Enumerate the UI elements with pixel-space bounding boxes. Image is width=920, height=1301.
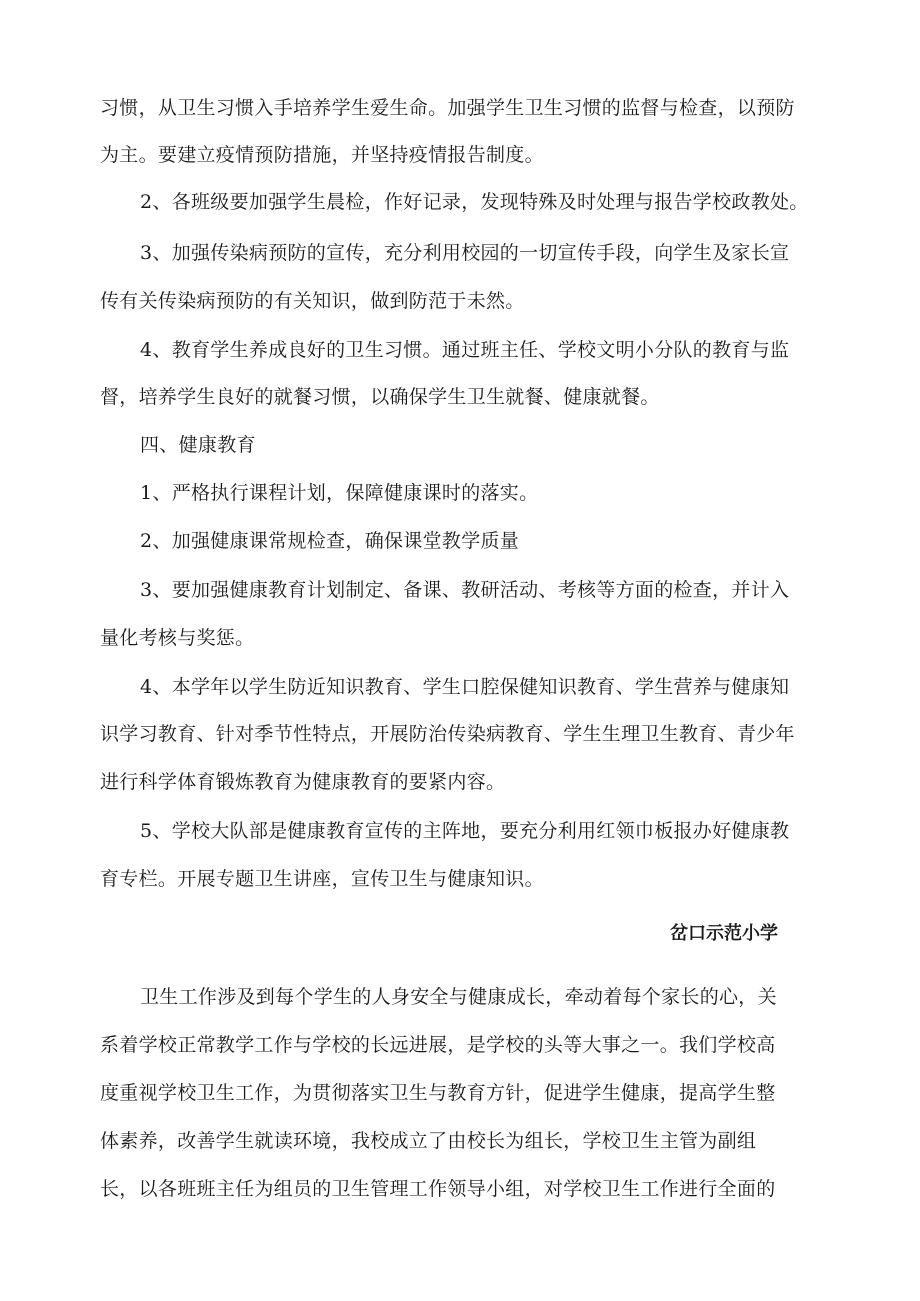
- paragraph-line: 为主。要建立疫情预防措施，并坚持疫情报告制度。: [100, 144, 544, 166]
- list-item: 4、教育学生养成良好的卫生习惯。通过班主任、学校文明小分队的教育与监: [140, 339, 790, 361]
- signature: 岔口示范小学: [670, 923, 778, 944]
- list-item-continuation: 督，培养学生良好的就餐习惯，以确保学生卫生就餐、健康就餐。: [100, 386, 660, 408]
- paragraph-line: 体素养，改善学生就读环境，我校成立了由校长为组长，学校卫生主管为副组: [100, 1130, 757, 1152]
- paragraph-line: 系着学校正常教学工作与学校的长远进展，是学校的头等大事之一。我们学校高: [100, 1034, 776, 1056]
- paragraph-line: 度重视学校卫生工作，为贯彻落实卫生与教育方针，促进学生健康，提高学生整: [100, 1082, 776, 1104]
- paragraph-line: 卫生工作涉及到每个学生的人身安全与健康成长，牵动着每个家长的心，关: [140, 986, 777, 1008]
- list-item: 2、各班级要加强学生晨检，作好记录，发现特殊及时处理与报告学校政教处。: [140, 191, 809, 213]
- list-item: 4、本学年以学生防近知识教育、学生口腔保健知识教育、学生营养与健康知: [140, 676, 790, 698]
- list-item-continuation: 识学习教育、针对季节性特点，开展防治传染病教育、学生生理卫生教育、青少年: [100, 723, 795, 745]
- list-item: 3、加强传染病预防的宣传，充分利用校园的一切宣传手段，向学生及家长宣: [140, 242, 790, 264]
- list-item-continuation: 育专栏。开展专题卫生讲座，宣传卫生与健康知识。: [100, 868, 544, 890]
- list-item-continuation: 进行科学体育锻炼教育为健康教育的要紧内容。: [100, 771, 506, 793]
- section-heading: 四、健康教育: [140, 434, 256, 456]
- paragraph-line: 习惯，从卫生习惯入手培养学生爱生命。加强学生卫生习惯的监督与检查，以预防: [100, 97, 795, 119]
- list-item: 3、要加强健康教育计划制定、备课、教研活动、考核等方面的检查，并计入: [140, 579, 790, 601]
- paragraph-line: 长，以各班班主任为组员的卫生管理工作领导小组，对学校卫生工作进行全面的: [100, 1178, 776, 1200]
- list-item: 1、严格执行课程计划，保障健康课时的落实。: [140, 482, 539, 504]
- list-item: 2、加强健康课常规检查，确保课堂教学质量: [140, 530, 520, 552]
- list-item-continuation: 传有关传染病预防的有关知识，做到防范于未然。: [100, 290, 525, 312]
- list-item: 5、学校大队部是健康教育宣传的主阵地，要充分利用红领巾板报办好健康教: [140, 820, 790, 842]
- list-item-continuation: 量化考核与奖惩。: [100, 627, 255, 649]
